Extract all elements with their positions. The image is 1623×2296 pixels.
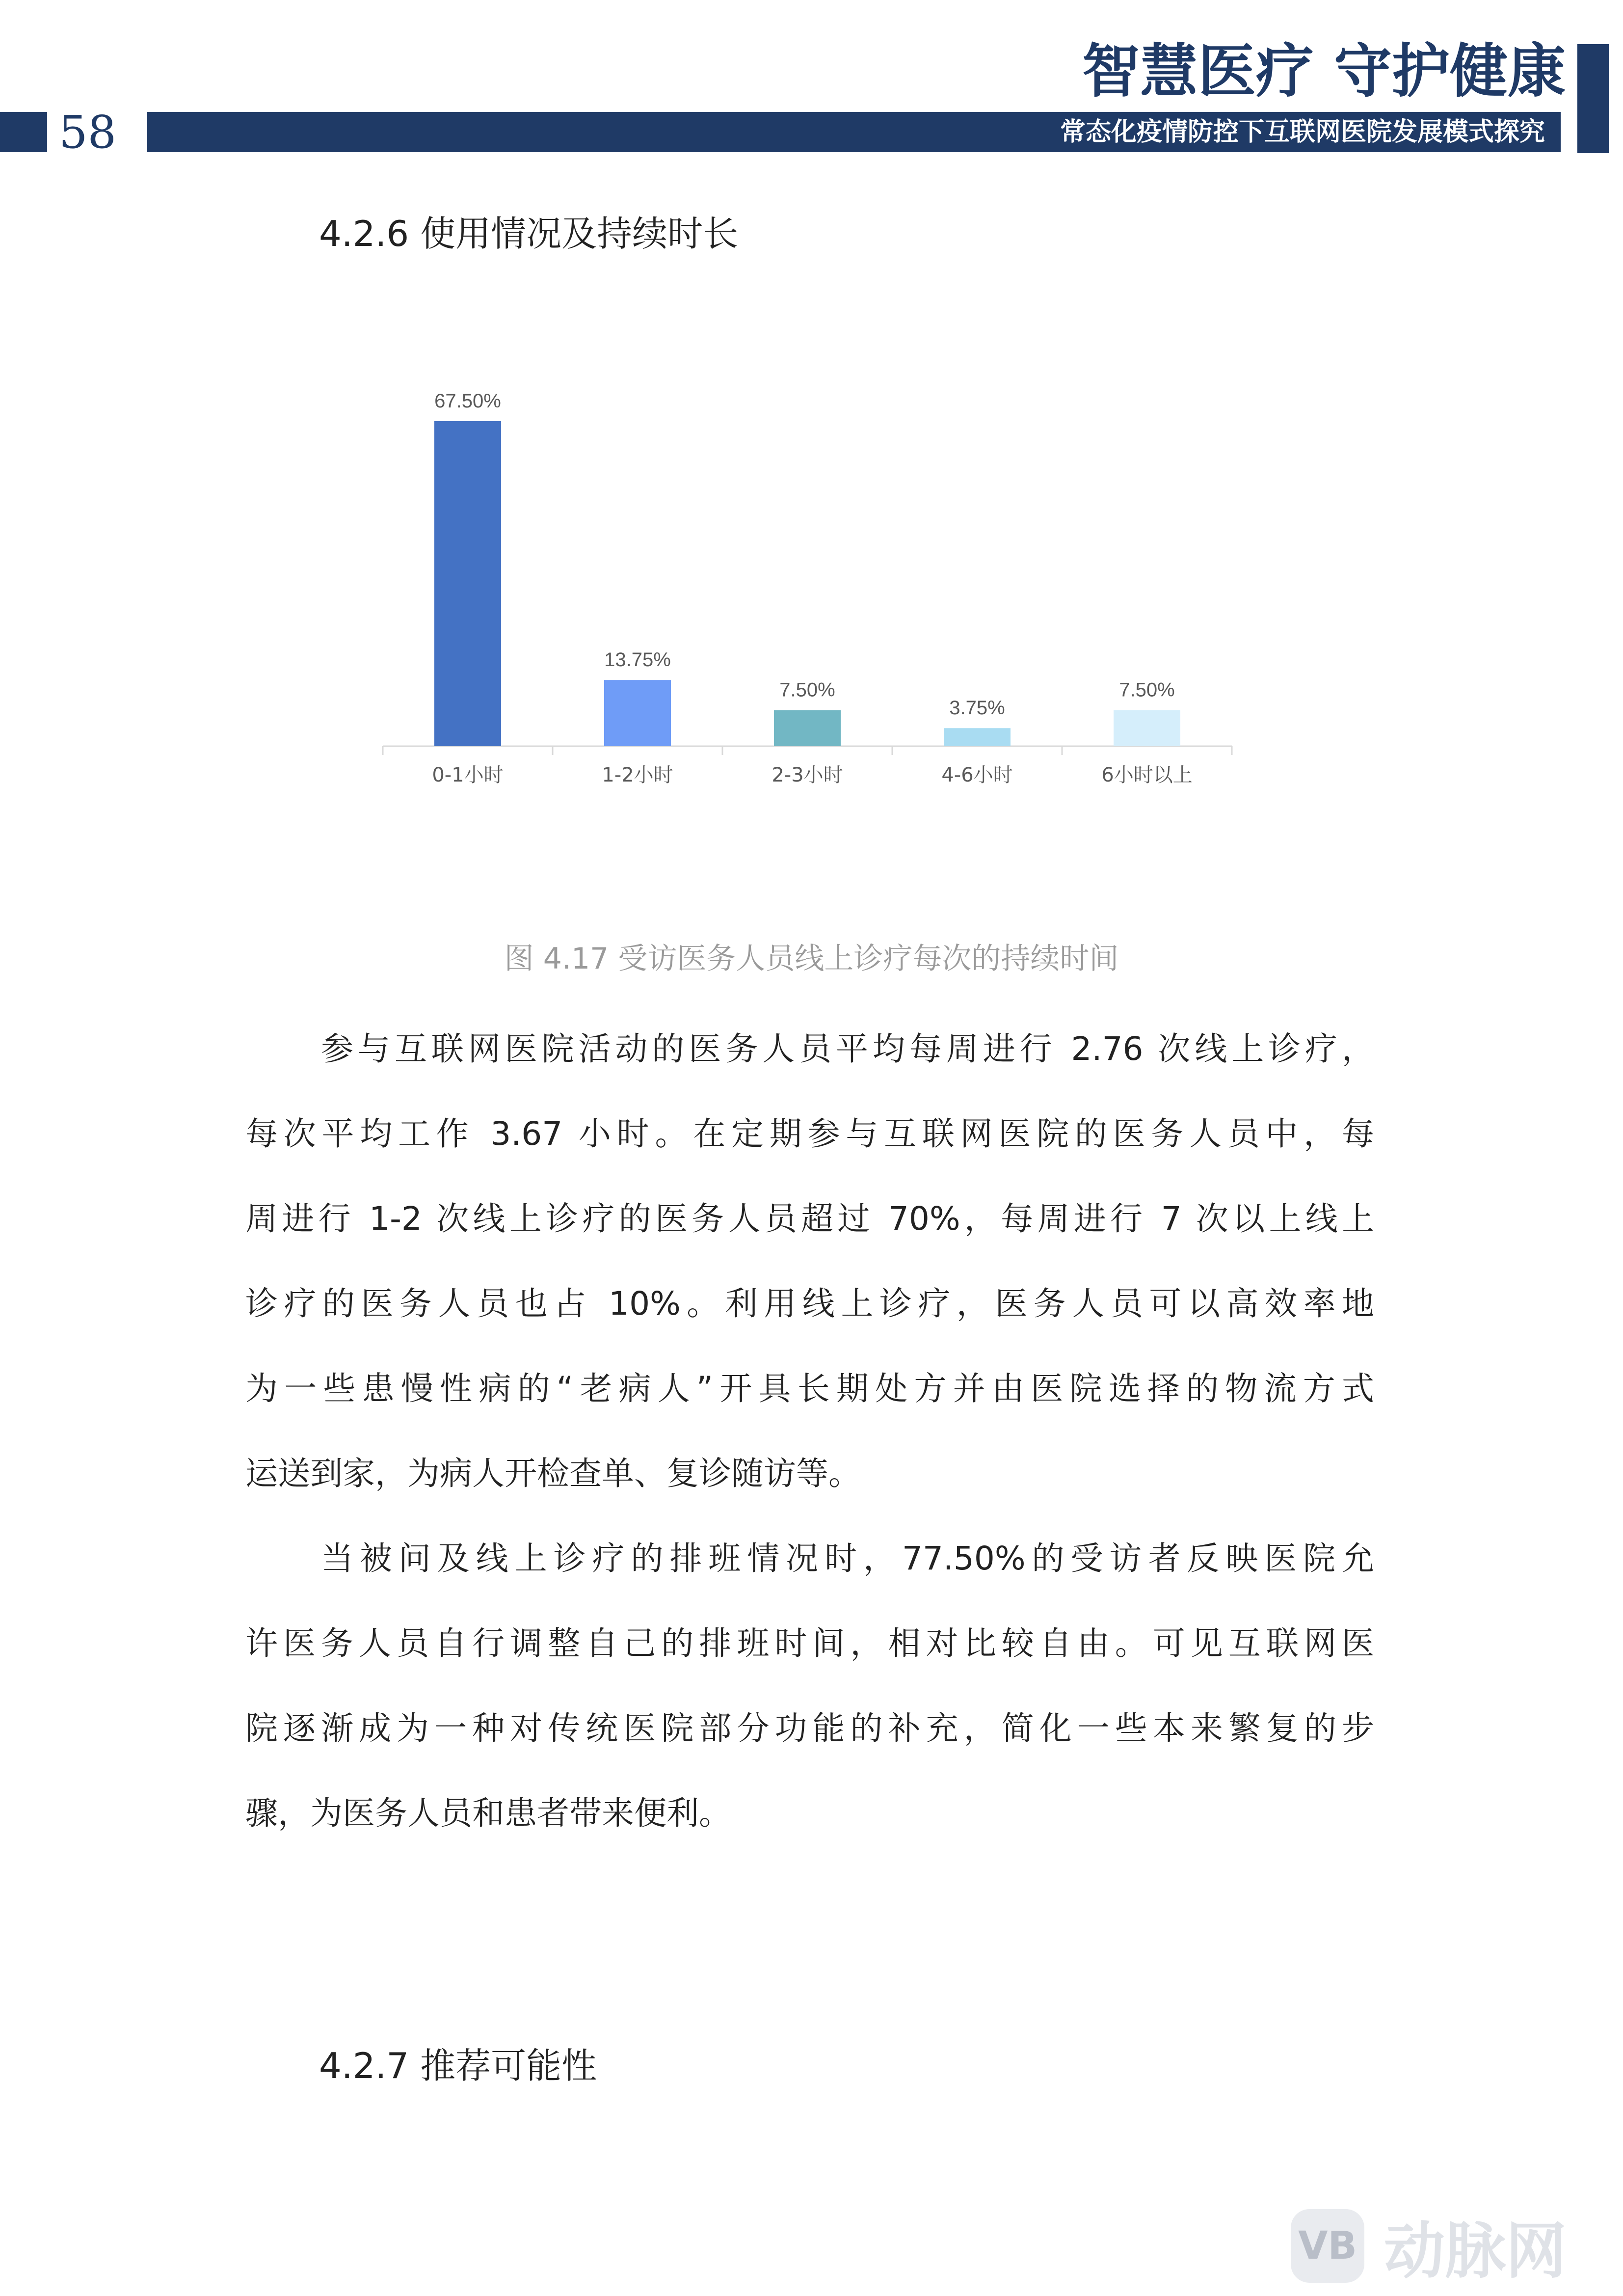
data-label: 7.50%: [779, 679, 835, 701]
watermark: [1291, 2209, 1567, 2287]
paragraph-line: 周进行 1-2 次线上诊疗的医务人员超过 70%，每周进行 7 次以上线上: [245, 1200, 1374, 1238]
category-label: 0-1小时: [432, 764, 504, 786]
bar-2: [604, 680, 671, 746]
paragraph-line: 当被问及线上诊疗的排班情况时，77.50%的受访者反映医院允: [321, 1540, 1374, 1577]
paragraph-line: 参与互联网医院活动的医务人员平均每周进行 2.76 次线上诊疗，: [321, 1030, 1374, 1068]
paragraph-line: 骤，为医务人员和患者带来便利。: [245, 1794, 731, 1832]
watermark-text: 动脉网: [1384, 2216, 1567, 2287]
category-label: 2-3小时: [772, 764, 843, 786]
paragraph-line: 运送到家，为病人开检查单、复诊随访等。: [245, 1455, 861, 1492]
figure-caption: 图 4.17 受访医务人员线上诊疗每次的持续时间: [504, 942, 1119, 976]
data-label: 3.75%: [949, 697, 1005, 719]
bar-3: [774, 710, 841, 746]
duration-bar-chart: [373, 363, 1237, 805]
section-heading-4-2-7: 4.2.7 推荐可能性: [319, 2045, 597, 2086]
header-title: 智慧医疗 守护健康: [1082, 37, 1566, 105]
paragraph-line: 每次平均工作 3.67 小时。在定期参与互联网医院的医务人员中，每: [245, 1115, 1374, 1153]
paragraph-2: [245, 1516, 1374, 1856]
paragraph-line: 诊疗的医务人员也占 10%。利用线上诊疗，医务人员可以高效率地: [245, 1285, 1374, 1323]
chart-svg: [373, 363, 1237, 805]
bar-5: [1114, 710, 1180, 746]
section-heading-4-2-6: 4.2.6 使用情况及持续时长: [319, 213, 739, 254]
data-label: 13.75%: [604, 649, 671, 671]
data-label: 7.50%: [1119, 679, 1175, 701]
header-banner: [147, 112, 1561, 152]
bar-1: [434, 421, 501, 746]
category-label: 4-6小时: [941, 764, 1013, 786]
header-vertical-bar: [1577, 44, 1609, 153]
paragraph-line: 院逐渐成为一种对传统医院部分功能的补充，简化一些本来繁复的步: [245, 1709, 1374, 1747]
paragraph-line: 许医务人员自行调整自己的排班时间，相对比较自由。可见互联网医: [245, 1624, 1374, 1662]
category-label: 6小时以上: [1101, 764, 1193, 786]
category-label: 1-2小时: [602, 764, 673, 786]
header-subtitle: 常态化疫情防控下互联网医院发展模式探究: [1060, 117, 1545, 147]
page-number: 58: [59, 106, 117, 159]
paragraph-1: [245, 1006, 1374, 1516]
header-left-bar: [0, 112, 47, 152]
bar-4: [944, 728, 1011, 746]
data-label: 67.50%: [434, 390, 501, 412]
paragraph-line: 为一些患慢性病的“老病人”开具长期处方并由医院选择的物流方式: [245, 1370, 1374, 1407]
watermark-logo-icon: VB: [1291, 2209, 1364, 2283]
